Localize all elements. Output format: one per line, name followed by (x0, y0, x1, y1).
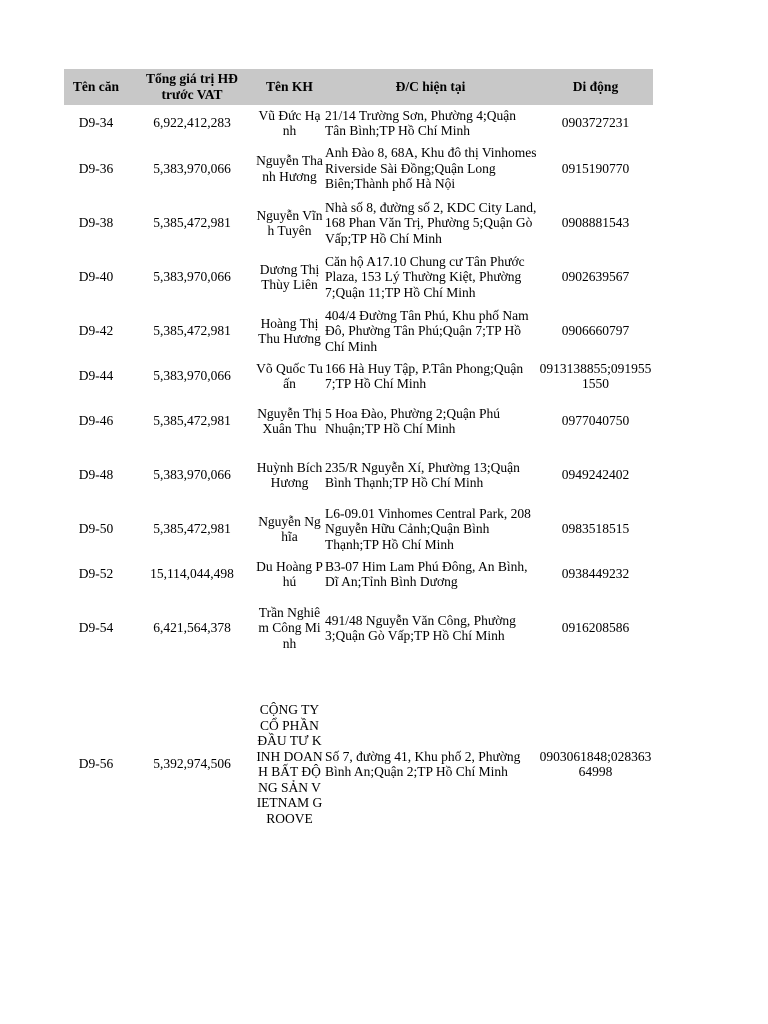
total-value-cell: 5,383,970,066 (153, 467, 231, 483)
unit-cell: D9-50 (78, 521, 114, 537)
table-row (64, 250, 653, 304)
unit-cell: D9-44 (78, 368, 114, 384)
mobile-cell: 0915190770 (561, 160, 630, 176)
address-cell: 404/4 Đường Tân Phú, Khu phố Nam Đô, Phường Tân Phú;Quận 7;TP Hồ Chí Minh (325, 307, 529, 354)
header-unit: Tên căn (64, 69, 128, 105)
mobile-cell: 0949242402 (561, 467, 630, 483)
customer-name-cell: Trần Nghiêm Công Minh (258, 604, 321, 651)
total-value-cell: 5,383,970,066 (153, 269, 231, 285)
mobile-cell: 0983518515 (561, 521, 630, 537)
address-cell: 166 Hà Huy Tập, P.Tân Phong;Quận 7;TP Hồ Chí Minh (325, 360, 524, 391)
table-row (64, 105, 653, 141)
address-cell: Căn hộ A17.10 Chung cư Tân Phước Plaza, 153 Lý Thường Kiệt, Phường 7;Quận 11;TP Hồ Chí Minh (325, 253, 525, 300)
total-value-cell: 6,421,564,378 (153, 620, 231, 636)
unit-cell: D9-54 (78, 620, 114, 636)
mobile-cell: 0916208586 (561, 620, 630, 636)
unit-cell: D9-52 (78, 566, 114, 582)
header-customer-name: Tên KH (256, 69, 323, 105)
unit-cell: D9-36 (78, 160, 114, 176)
address-cell: Số 7, đường 41, Khu phố 2, Phường Bình An;Quận 2;TP Hồ Chí Minh (325, 748, 521, 779)
address-cell: 21/14 Trường Sơn, Phường 4;Quận Tân Bình;TP Hồ Chí Minh (325, 107, 516, 138)
table-row (64, 141, 653, 196)
address-cell: Anh Đào 8, 68A, Khu đô thị Vinhomes Riverside Sài Đồng;Quận Long Biên;Thành phố Hà Nội (325, 145, 537, 192)
mobile-cell: 0977040750 (561, 413, 630, 429)
table-row (64, 592, 653, 664)
mobile-cell: 0938449232 (561, 566, 630, 582)
customer-table (64, 69, 653, 864)
total-value-cell: 6,922,412,283 (153, 115, 231, 131)
mobile-cell: 0902639567 (561, 269, 630, 285)
header-total-value: Tổng giá trị HĐ trước VAT (128, 69, 256, 105)
unit-cell: D9-46 (78, 413, 114, 429)
spreadsheet-page (64, 69, 653, 864)
customer-name-cell: Hoàng Thị Thu Hương (258, 315, 321, 346)
unit-cell: D9-48 (78, 467, 114, 483)
unit-cell: D9-42 (78, 323, 114, 339)
total-value-cell: 5,385,472,981 (153, 215, 231, 231)
table-row (64, 448, 653, 502)
address-cell: 235/R Nguyễn Xí, Phường 13;Quận Bình Thạnh;TP Hồ Chí Minh (325, 459, 520, 490)
table-row (64, 394, 653, 448)
header-row (64, 69, 653, 105)
address-cell: L6-09.01 Vinhomes Central Park, 208 Nguyễn Hữu Cảnh;Quận Bình Thạnh;TP Hồ Chí Minh (325, 505, 531, 552)
mobile-cell: 0906660797 (561, 323, 630, 339)
table-row (64, 196, 653, 250)
header-current-address: Đ/C hiện tại (323, 69, 538, 105)
total-value-cell: 5,385,472,981 (153, 413, 231, 429)
address-cell: 491/48 Nguyễn Văn Công, Phường 3;Quận Gò Vấp;TP Hồ Chí Minh (325, 612, 516, 643)
mobile-cell: 0908881543 (561, 215, 630, 231)
customer-name-cell: Du Hoàng Phú (256, 558, 323, 589)
customer-name-cell: Nguyễn Nghĩa (258, 513, 321, 544)
total-value-cell: 5,383,970,066 (153, 160, 231, 176)
table-row (64, 502, 653, 556)
customer-name-cell: Vũ Đức Hạnh (258, 107, 321, 138)
address-cell: B3-07 Him Lam Phú Đông, An Bình, Dĩ An;Tỉnh Bình Dương (325, 558, 528, 589)
customer-name-cell: Huỳnh Bích Hương (256, 459, 323, 490)
total-value-cell: 5,383,970,066 (153, 368, 231, 384)
mobile-cell: 0913138855;0919551550 (539, 360, 652, 391)
customer-name-cell: Nguyễn Vĩnh Tuyên (256, 207, 323, 238)
unit-cell: D9-40 (78, 269, 114, 285)
total-value-cell: 15,114,044,498 (150, 566, 234, 582)
customer-name-cell: Nguyễn Thị Xuân Thu (257, 405, 322, 436)
table-row (64, 304, 653, 358)
total-value-cell: 5,385,472,981 (153, 521, 231, 537)
table-row (64, 358, 653, 394)
total-value-cell: 5,385,472,981 (153, 323, 231, 339)
customer-name-cell: Nguyễn Thanh Hương (256, 153, 323, 184)
address-cell: Nhà số 8, đường số 2, KDC City Land, 168 Phan Văn Trị, Phường 5;Quận Gò Vấp;TP Hồ Chí Minh (325, 199, 537, 246)
unit-cell: D9-38 (78, 215, 114, 231)
total-value-cell: 5,392,974,506 (153, 756, 231, 772)
customer-name-cell: Dương Thị Thùy Liên (259, 261, 320, 292)
mobile-cell: 0903061848;02836364998 (539, 748, 652, 779)
mobile-cell: 0903727231 (561, 115, 630, 131)
customer-name-cell: Võ Quốc Tuấn (256, 360, 323, 391)
address-cell: 5 Hoa Đào, Phường 2;Quận Phú Nhuận;TP Hồ Chí Minh (325, 405, 500, 436)
header-mobile: Di động (538, 69, 653, 105)
unit-cell: D9-56 (78, 756, 114, 772)
table-row (64, 556, 653, 592)
unit-cell: D9-34 (78, 115, 114, 131)
table-row (64, 664, 653, 864)
customer-name-cell: CỘNG TY CỔ PHẦN ĐẦU TƯ KINH DOANH BẤT ĐỘNG SẢN VIETNAM GROOVE (256, 702, 323, 826)
